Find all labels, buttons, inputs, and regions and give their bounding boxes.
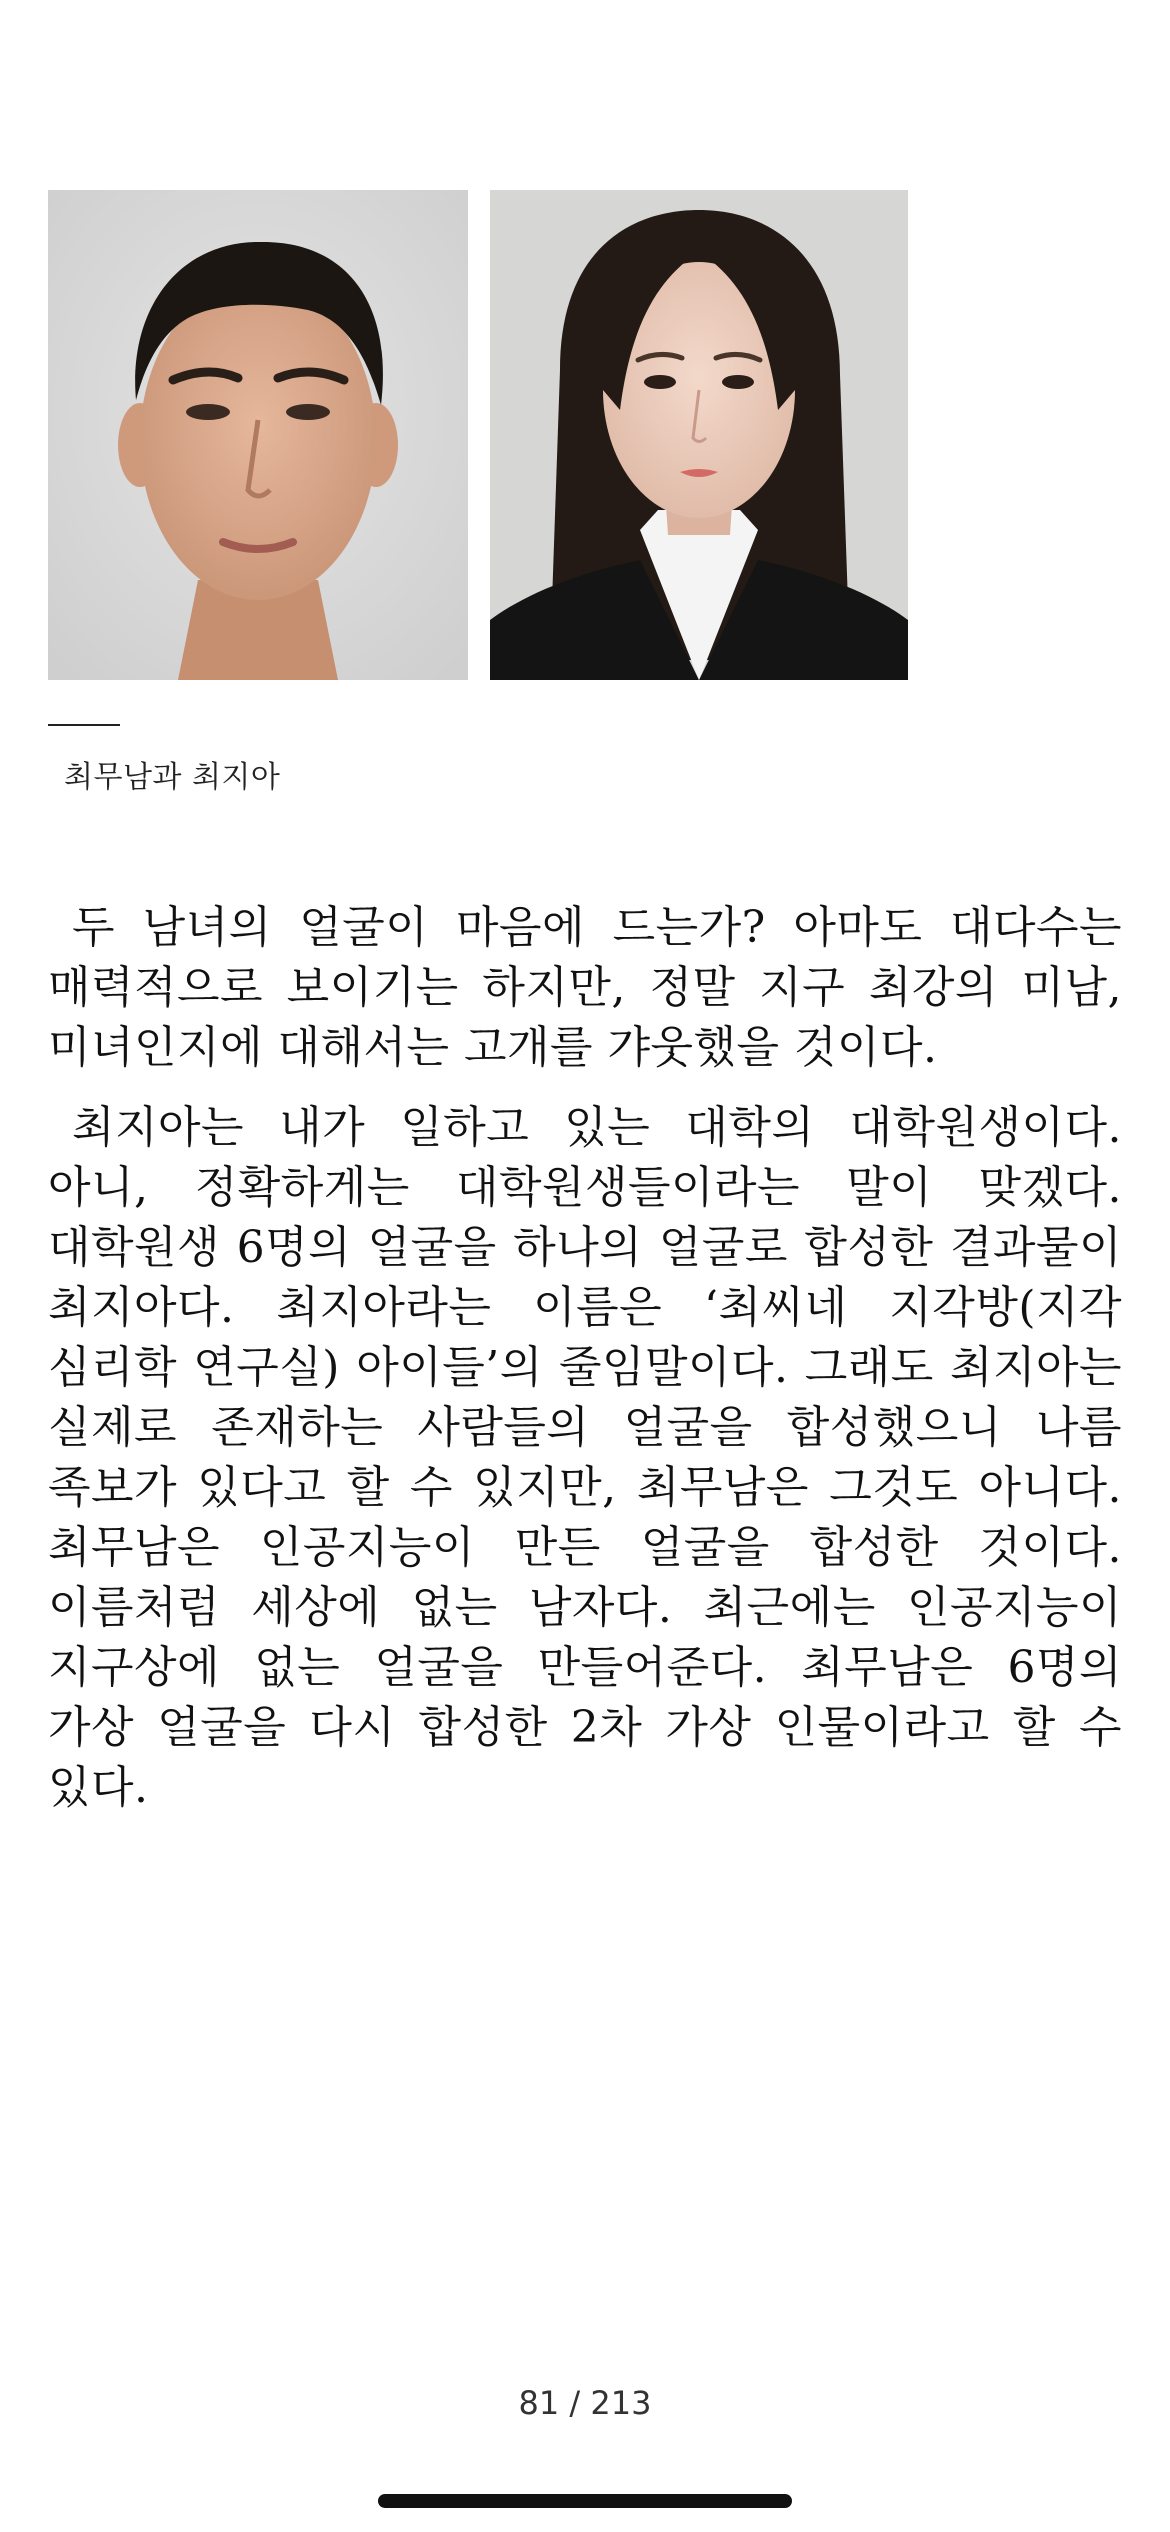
paragraph-1: 두 남녀의 얼굴이 마음에 드는가? 아마도 대다수는 매력적으로 보이기는 하지만, 정말 지구 최강의 미남, 미녀인지에 대해서는 고개를 갸웃했을 것이다. (48, 902, 1122, 1073)
caption-divider (48, 724, 120, 726)
female-face-photo (490, 190, 908, 680)
home-indicator-bar[interactable] (378, 2494, 792, 2508)
article-body (48, 898, 1122, 1838)
image-caption: 최무남과 최지아 (64, 760, 281, 795)
paragraph-2: 최지아는 내가 일하고 있는 대학의 대학원생이다. 아니, 정확하게는 대학원생들이라는 말이 맞겠다. 대학원생 6명의 얼굴을 하나의 얼굴로 합성한 결과물이 최지아다. 최지아라는 이름은 ‘최씨네 지각방(지각 심리학 연구실) 아이들’의 줄임말이다. 그래도 최지아는 실제로 존재하는 사람들의 얼굴을 합성했으니 나름 족보가 있다고 할 수 있지만, 최무남은 그것도 아니다. 최무남은 인공지능이 만든 얼굴을 합성한 것이다. 이름처럼 세상에 없는 남자다. 최근에는 인공지능이 지구상에 없는 얼굴을 만들어준다. 최무남은 6명의 가상 얼굴을 다시 합성한 2차 가상 인물이라고 할 수 있다. (48, 1102, 1122, 1813)
page-indicator: 81 / 213 (518, 2384, 652, 2422)
male-face-photo (48, 190, 468, 680)
